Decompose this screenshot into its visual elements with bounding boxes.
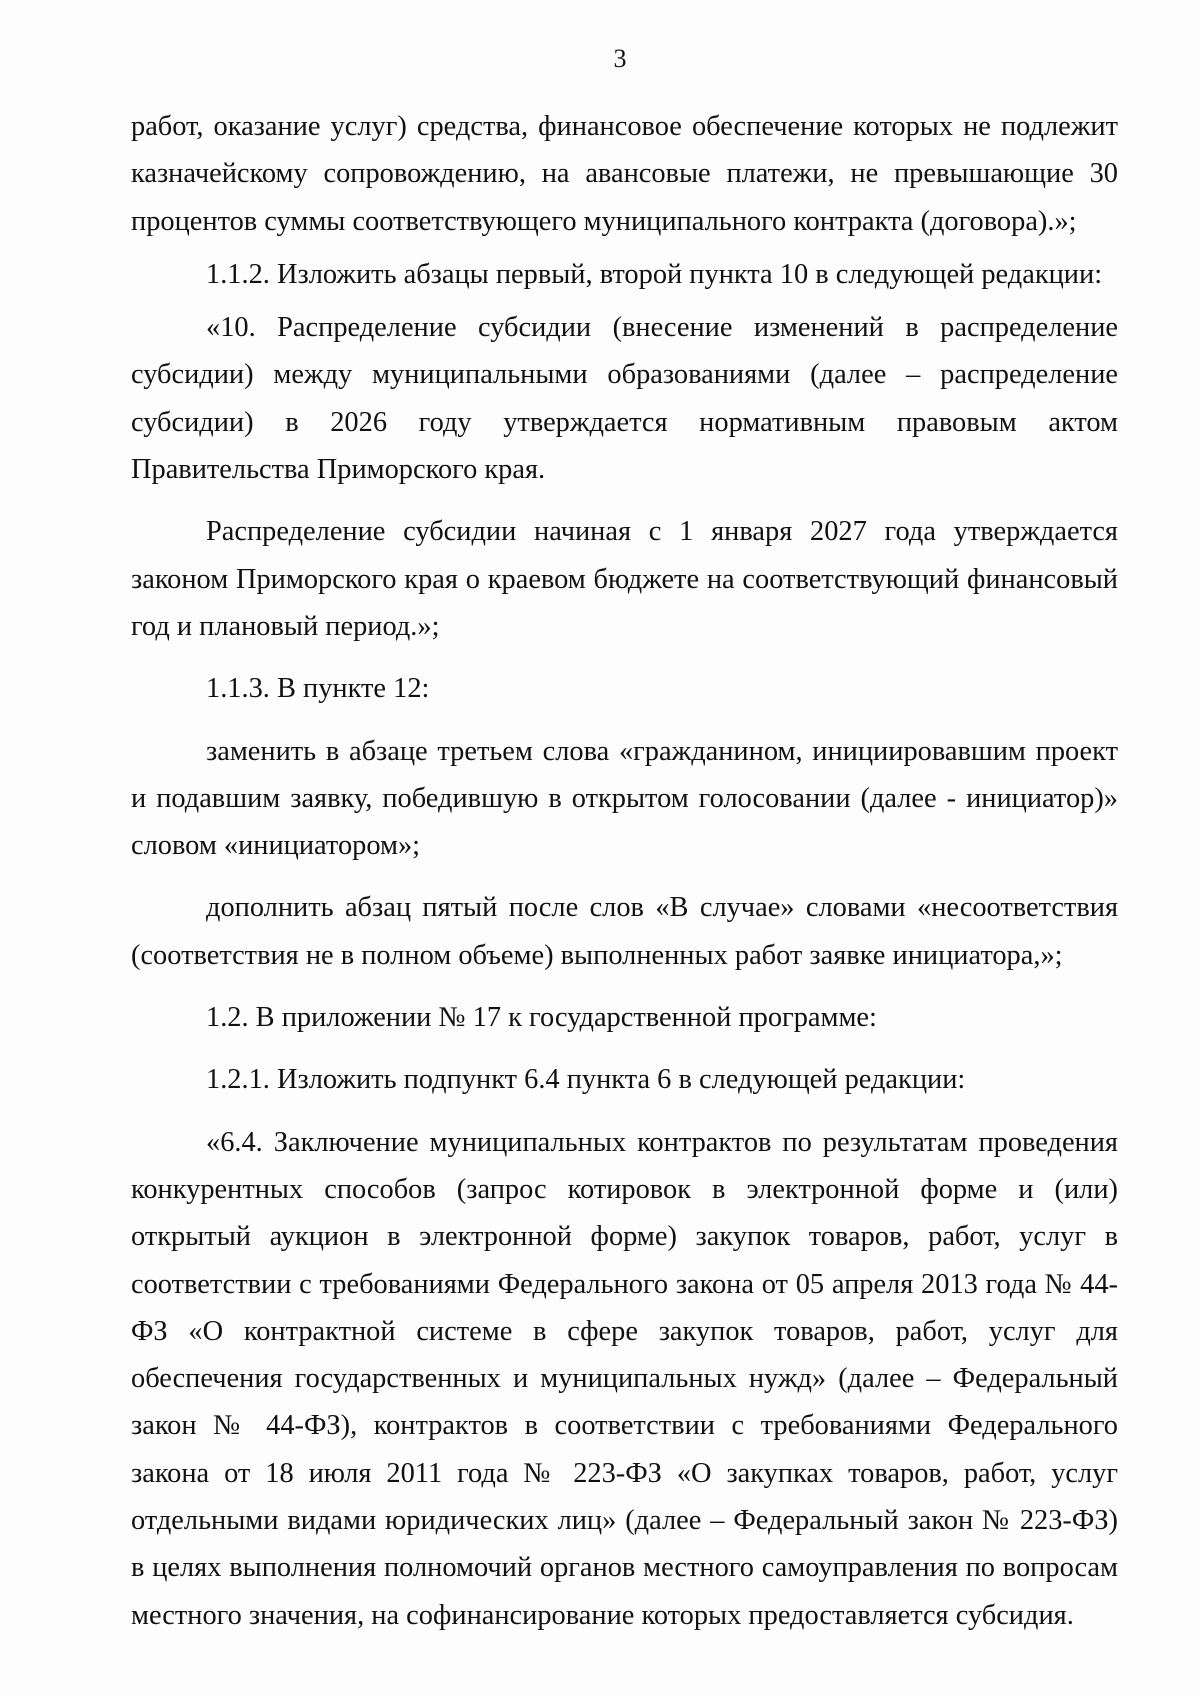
paragraph-clause-10: «10. Распределение субсидии (внесение изменений в распределение субсидии) между муниципальными образованиями (далее – распределение субсидии) в 2026 году утверждается нормативным правовым актом Правительства Приморского края. <box>131 312 1118 486</box>
paragraph-replace-words: заменить в абзаце третьем слова «гражданином, инициировавшим проект и подавшим заявку, победившую в открытом голосовании (далее - инициатор)» словом «инициатором»; <box>131 735 1118 862</box>
paragraph-continuation: работ, оказание услуг) средства, финансовое обеспечение которых не подлежит казначейскому сопровождению, на авансовые платежи, не превышающие 30 процентов суммы соответствующего муниципального контракта (договора).»; <box>131 111 1118 237</box>
paragraph-distribution-2027: Распределение субсидии начиная с 1 января 2027 года утверждается законом Приморского края о краевом бюджете на соответствующий финансовый год и плановый период.»; <box>131 516 1118 642</box>
paragraph-1-2: 1.2. В приложении № 17 к государственной программе: <box>206 1002 877 1034</box>
paragraph-1-1-3: 1.1.3. В пункте 12: <box>206 673 430 705</box>
document-body <box>131 103 1118 1639</box>
paragraph-supplement: дополнить абзац пятый после слов «В случае» словами «несоответствия (соответствия не в полном объеме) выполненных работ заявке инициатора,»; <box>131 892 1118 971</box>
page-number: 3 <box>613 44 627 73</box>
paragraph-1-2-1: 1.2.1. Изложить подпункт 6.4 пункта 6 в следующей редакции: <box>206 1064 966 1096</box>
paragraph-1-1-2: 1.1.2. Изложить абзацы первый, второй пункта 10 в следующей редакции: <box>206 258 1103 290</box>
paragraph-clause-6-4: «6.4. Заключение муниципальных контрактов по результатам проведения конкурентных способов (запрос котировок в электронной форме и (или) открытый аукцион в электронной форме) закупок товаров, работ, услуг в соответствии с требованиями Федерального закона от 05 апреля 2013 года № 44-ФЗ «О контрактной системе в сфере закупок товаров, работ, услуг для обеспечения государственных и муниципальных нужд» (далее – Федеральный закон № 44-ФЗ), контрактов в соответствии с требованиями Федерального закона от 18 июля 2011 года № 223-ФЗ «О закупках товаров, работ, услуг отдельными видами юридических лиц» (далее – Федеральный закон № 223-ФЗ) в целях выполнения полномочий органов местного самоуправления по вопросам местного значения, на софинансирование которых предоставляется субсидия. <box>131 1126 1118 1631</box>
